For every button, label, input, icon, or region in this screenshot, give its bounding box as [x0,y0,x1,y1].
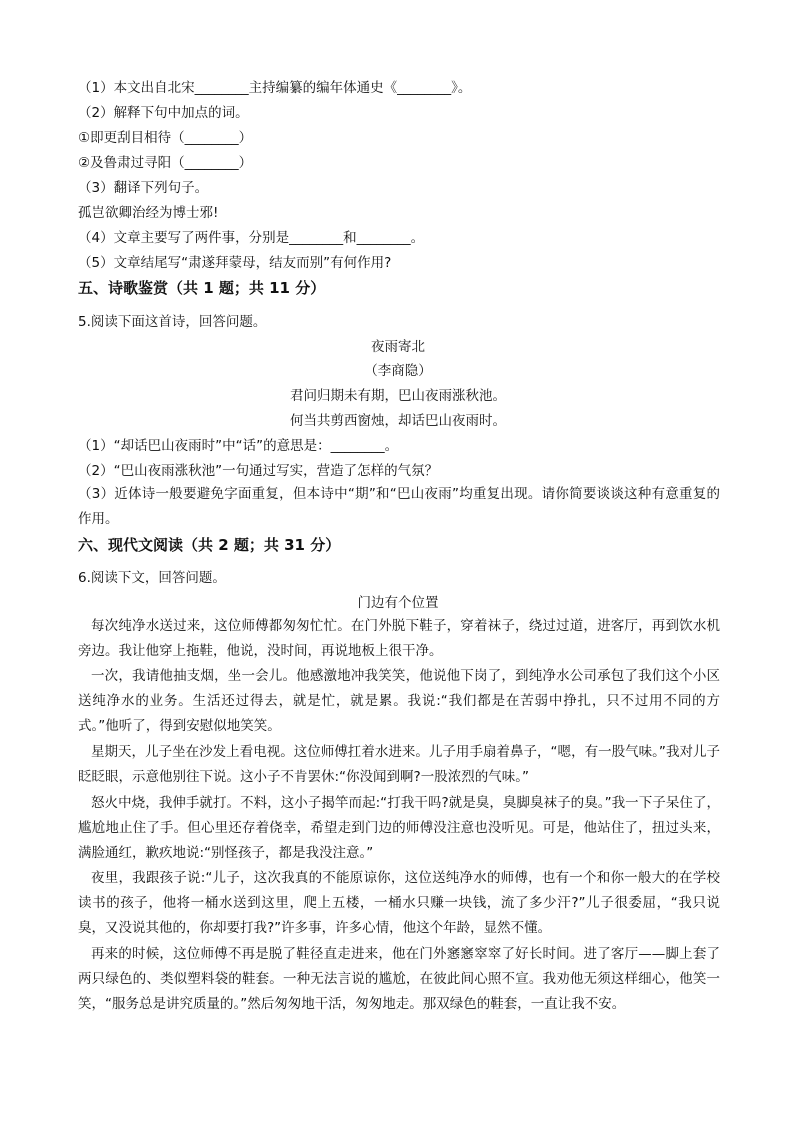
question-4-2-item-1: ①即更刮目相待（________） [78,130,253,146]
poem-author: （李商隐） [364,363,432,379]
article-paragraph-4: 怒火中烧，我伸手就打。不料，这小子揭竿而起:“打我干吗?就是臭，臭脚臭袜子的臭。”我一下子呆住了，尴尬地止住了手。但心里还存着侥幸，希望走到门边的师傅没注意也没听见。可是，他站住了，扭过头来，满脸通红，歉疚地说:“别怪孩子，都是我没注意。” [78,795,720,861]
article-paragraph-6: 再来的时候，这位师傅不再是脱了鞋径直走进来，他在门外窸窸窣窣了好长时间。进了客厅——脚上套了两只绿色的、类似塑料袋的鞋套。一种无法言说的尴尬，在彼此间心照不宣。我劝他无须这样细心，他笑一笑，“服务总是讲究质量的。”然后匆匆地干活，匆匆地走。那双绿色的鞋套，一直让我不安。 [78,946,720,1012]
question-5-2: （2）“巴山夜雨涨秋池”一句通过写实，营造了怎样的气氛？ [78,463,439,479]
question-4-1: （1）本文出自北宋________主持编纂的编年体通史《________》。 [78,80,472,96]
article-paragraph-5: 夜里，我跟孩子说:“儿子，这次我真的不能原谅你，这位送纯净水的师傅，也有一个和你一般大的在学校读书的孩子，他将一桶水送到这里，爬上五楼，一桶水只赚一块钱，流了多少汗?”儿子很委屈，“我只说臭，又没说其他的，你却要打我?”许多事，许多心情，他这个年龄，显然不懂。 [78,870,720,936]
question-4-3: （3）翻译下列句子。 [78,180,209,196]
section-6-heading: 六、现代文阅读（共 2 题；共 31 分） [78,536,341,554]
question-4-4: （4）文章主要写了两件事，分别是________和________。 [78,230,425,246]
question-4-2: （2）解释下句中加点的词。 [78,105,249,121]
question-4-5: （5）文章结尾写“肃遂拜蒙母，结友而别”有何作用? [78,255,392,271]
section-5-intro: 5.阅读下面这首诗，回答问题。 [78,314,267,330]
poem-title: 夜雨寄北 [371,339,425,355]
section-5-heading: 五、诗歌鉴赏（共 1 题；共 11 分） [78,279,326,297]
article-title: 门边有个位置 [357,595,439,611]
question-4-3-sentence: 孤岂欲卿治经为博士邪! [78,205,219,221]
article-paragraph-3: 星期天，儿子坐在沙发上看电视。这位师傅扛着水进来。儿子用手扇着鼻子，“嗯，有一股气味。”我对儿子眨眨眼，示意他别往下说。这小子不肯罢休:“你没闻到啊?一股浓烈的气味。” [78,744,720,785]
section-6-intro: 6.阅读下文，回答问题。 [78,570,226,586]
question-5-1: （1）“却话巴山夜雨时”中“话”的意思是：________。 [78,438,399,454]
poem-line-1: 君问归期未有期，巴山夜雨涨秋池。 [290,388,506,404]
question-5-3: （3）近体诗一般要避免字面重复，但本诗中“期”和“巴山夜雨”均重复出现。请你简要谈谈这种有意重复的作用。 [78,486,720,527]
poem-line-2: 何当共剪西窗烛，却话巴山夜雨时。 [290,413,506,429]
article-paragraph-1: 每次纯净水送过来，这位师傅都匆匆忙忙。在门外脱下鞋子，穿着袜子，绕过过道，进客厅，再到饮水机旁边。我让他穿上拖鞋，他说，没时间，再说地板上很干净。 [78,618,720,659]
question-4-2-item-2: ②及鲁肃过寻阳（________） [78,155,253,171]
article-paragraph-2: 一次，我请他抽支烟，坐一会儿。他感激地冲我笑笑，他说他下岗了，到纯净水公司承包了我们这个小区送纯净水的业务。生活还过得去，就是忙，就是累。我说:“我们都是在苦弱中挣扎，只不过用不同的方式。”他听了，得到安慰似地笑笑。 [78,668,720,734]
